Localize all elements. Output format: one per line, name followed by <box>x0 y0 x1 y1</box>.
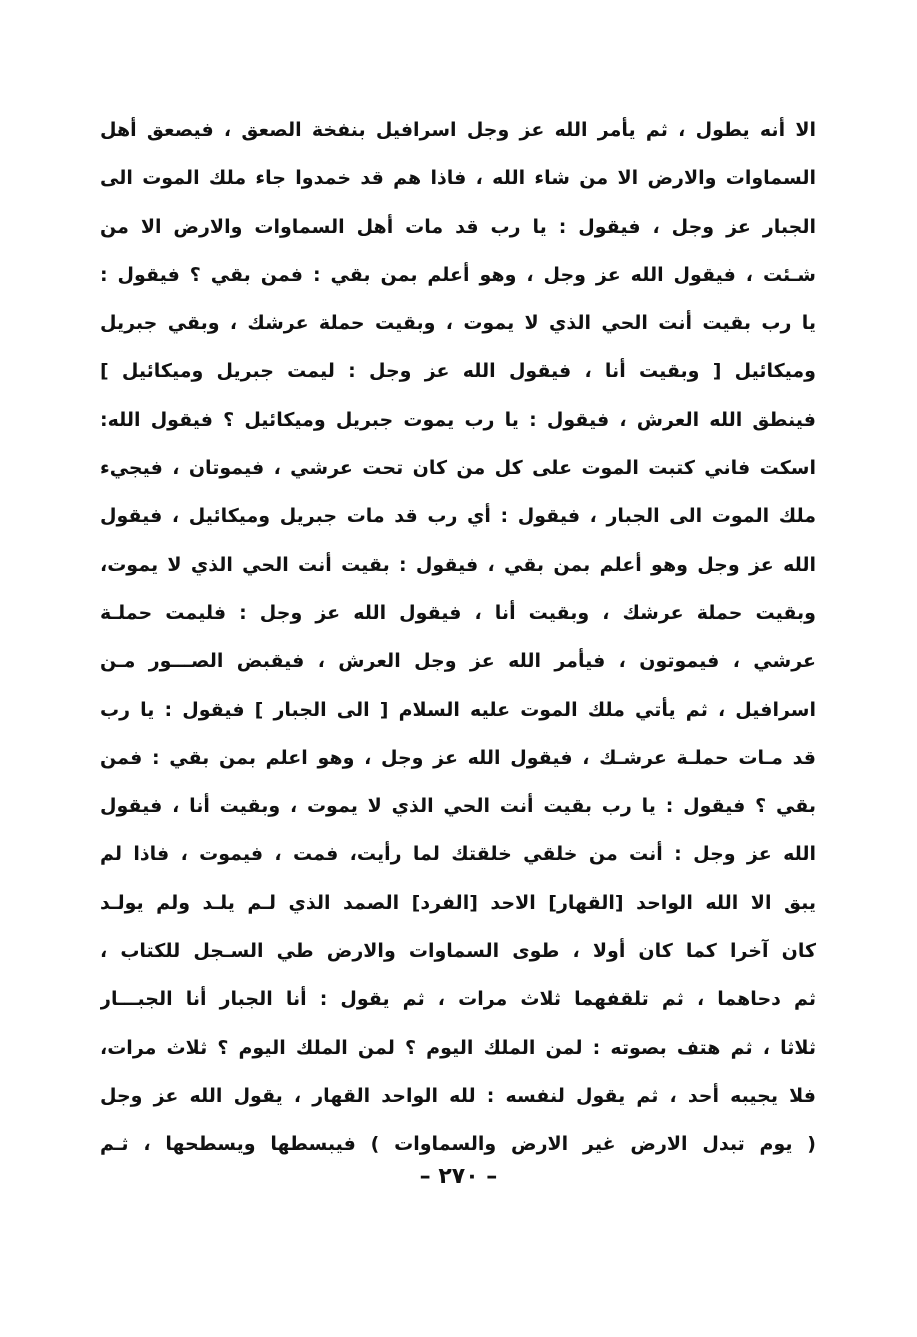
text-line: يبق الا الله الواحد [القهار] الاحد [الفرد] الصمد الذي لـم يلـد ولم يولـد <box>100 891 816 914</box>
body-text <box>100 106 816 1169</box>
text-line: كان آخرا كما كان أولا ، طوى السماوات والارض طي السـجل للكتاب ، <box>100 940 816 963</box>
page-number: – ٢٧٠ – <box>419 1164 498 1189</box>
text-line: عرشي ، فيموتون ، فيأمر الله عز وجل العرش ، فيقبض الصـــور مـن <box>100 650 816 673</box>
text-line: اسكت فاني كتبت الموت على كل من كان تحت عرشي ، فيموتان ، فيجيء <box>100 457 816 480</box>
text-line: الله عز وجل : أنت من خلقي خلقتك لما رأيت، فمت ، فيموت ، فاذا لم <box>100 843 816 866</box>
text-line: اسرافيل ، ثم يأتي ملك الموت عليه السلام [ الى الجبار ] فيقول : يا رب <box>100 698 816 721</box>
text-line: ملك الموت الى الجبار ، فيقول : أي رب قد مات جبريل وميكائيل ، فيقول <box>100 505 816 528</box>
text-line: الا أنه يطول ، ثم يأمر الله عز وجل اسرافيل بنفخة الصعق ، فيصعق أهل <box>100 119 816 141</box>
text-line: ( يوم تبدل الارض غير الارض والسماوات ) فيبسطها ويسطحها ، ثـم <box>100 1133 816 1156</box>
text-line: الجبار عز وجل ، فيقول : يا رب قد مات أهل السماوات والارض الا من <box>100 215 816 238</box>
text-line: بقي ؟ فيقول : يا رب بقيت أنت الحي الذي لا يموت ، وبقيت أنا ، فيقول <box>100 795 816 818</box>
text-line: شـئت ، فيقول الله عز وجل ، وهو أعلم بمن بقي : فمن بقي ؟ فيقول : <box>100 263 816 286</box>
text-line: فلا يجيبه أحد ، ثم يقول لنفسه : لله الواحد القهار ، يقول الله عز وجل <box>100 1084 816 1107</box>
text-line: ثلاثا ، ثم هتف بصوته : لمن الملك اليوم ؟ لمن الملك اليوم ؟ ثلاث مرات، <box>100 1036 816 1059</box>
text-line: يا رب بقيت أنت الحي الذي لا يموت ، وبقيت حملة عرشك ، وبقي جبريل <box>100 312 816 335</box>
text-line: وبقيت حملة عرشك ، وبقيت أنا ، فيقول الله عز وجل : فليمت حملـة <box>100 601 816 624</box>
text-line: قد مـات حملـة عرشـك ، فيقول الله عز وجل ، وهو اعلم بمن بقي : فمن <box>100 746 816 769</box>
text-line: ثم دحاهما ، ثم تلقفهما ثلاث مرات ، ثم يقول : أنا الجبار أنا الجبـــار <box>100 988 816 1011</box>
text-line: السماوات والارض الا من شاء الله ، فاذا هم قد خمدوا جاء ملك الموت الى <box>100 167 816 190</box>
text-line: وميكائيل [ وبقيت أنا ، فيقول الله عز وجل : ليمت جبريل وميكائيل ] <box>100 360 816 383</box>
text-line: فينطق الله العرش ، فيقول : يا رب يموت جبريل وميكائيل ؟ فيقول الله: <box>100 408 816 431</box>
text-line: الله عز وجل وهو أعلم بمن بقي ، فيقول : بقيت أنت الحي الذي لا يموت، <box>100 553 816 576</box>
